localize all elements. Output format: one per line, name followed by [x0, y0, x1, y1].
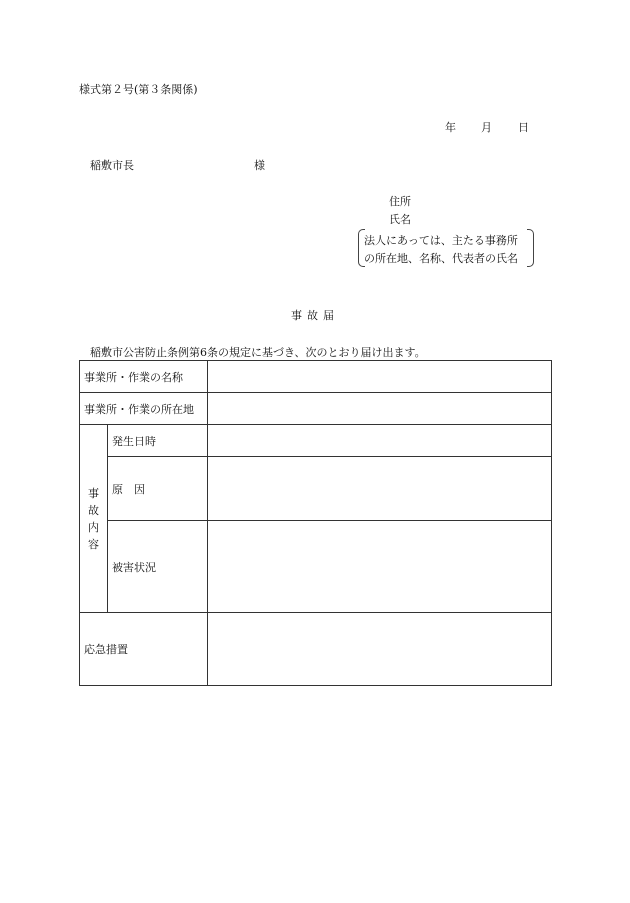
date-line	[445, 119, 529, 135]
address-label: 住所	[389, 195, 411, 208]
accident-char: 故	[88, 503, 99, 517]
table-row	[80, 361, 552, 393]
addressee: 稲敷市長	[90, 159, 134, 172]
corporation-note	[358, 229, 534, 267]
cause-label: 原 因	[108, 457, 208, 521]
form-number: 様式第２号(第３条関係)	[79, 83, 198, 96]
date-year: 年	[445, 121, 456, 134]
report-table	[79, 360, 552, 686]
table-row	[80, 613, 552, 686]
damage-field[interactable]	[208, 521, 552, 613]
cause-field[interactable]	[208, 457, 552, 521]
table-row	[80, 521, 552, 613]
emergency-field[interactable]	[208, 613, 552, 686]
intro-text: 稲敷市公害防止条例第6条の規定に基づき、次のとおり届け出ます。	[90, 346, 426, 359]
accident-char: 内	[88, 520, 99, 534]
table-row	[80, 393, 552, 425]
occurred-at-label: 発生日時	[108, 425, 208, 457]
emergency-label: 応急措置	[80, 613, 208, 686]
table-row	[80, 425, 552, 457]
occurred-at-field[interactable]	[208, 425, 552, 457]
table-row	[80, 457, 552, 521]
accident-char: 容	[88, 537, 99, 551]
corp-note-line2: の所在地、名称、代表者の氏名	[364, 252, 518, 265]
facility-name-label: 事業所・作業の名称	[80, 361, 208, 393]
facility-location-field[interactable]	[208, 393, 552, 425]
date-day: 日	[518, 121, 529, 134]
bracket-right	[527, 229, 534, 267]
addressee-honorific: 様	[254, 159, 265, 172]
document-title: 事故届	[291, 309, 339, 322]
facility-name-field[interactable]	[208, 361, 552, 393]
name-label: 氏名	[389, 213, 411, 226]
damage-label: 被害状況	[108, 521, 208, 613]
corp-note-line1: 法人にあっては、主たる事務所	[364, 234, 518, 247]
facility-location-label: 事業所・作業の所在地	[80, 393, 208, 425]
accident-details-label	[80, 425, 108, 613]
date-month: 月	[481, 121, 492, 134]
accident-char: 事	[88, 486, 99, 500]
